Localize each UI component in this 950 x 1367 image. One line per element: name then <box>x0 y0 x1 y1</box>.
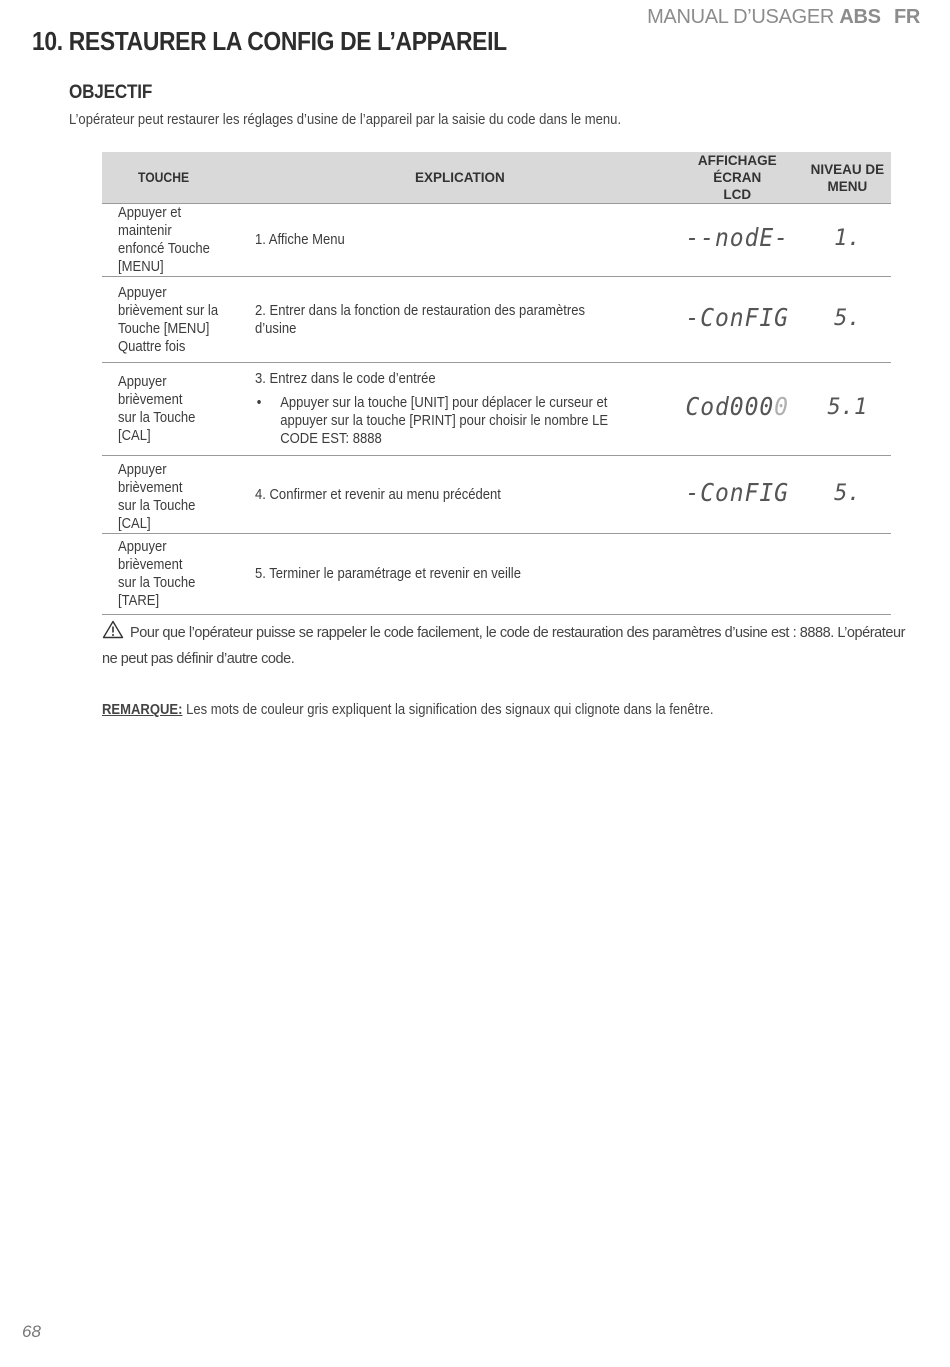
level-cell <box>804 277 891 363</box>
page-number: 68 <box>22 1322 41 1341</box>
lcd-display: -ConFIG <box>685 302 789 332</box>
explanation-cell: 1. Affiche Menu <box>235 204 671 277</box>
objective-heading: OBJECTIF <box>69 82 153 103</box>
procedure-table <box>102 152 891 615</box>
section-title: 10. RESTAURER LA CONFIG DE L’APPAREIL <box>32 26 507 56</box>
menu-level: 1. <box>834 226 861 251</box>
table-row <box>102 277 891 363</box>
key-cell: Appuyer et maintenir enfoncé Touche [MENU] <box>102 204 235 277</box>
key-cell: Appuyer brièvement sur la Touche [MENU] Quattre fois <box>102 277 235 363</box>
explanation-cell: 4. Confirmer et revenir au menu précédent <box>235 456 671 534</box>
lcd-cell <box>671 456 804 534</box>
lcd-cell <box>671 534 804 615</box>
header-key: TOUCHE <box>102 152 235 204</box>
bullet-list <box>255 394 624 448</box>
menu-level: 5.1 <box>827 395 868 420</box>
level-cell <box>804 363 891 456</box>
key-cell: Appuyer brièvement sur la Touche [CAL] <box>102 456 235 534</box>
language-label: FR <box>893 6 920 28</box>
lcd-display: Cod0000 <box>685 392 789 421</box>
explanation-cell: 5. Terminer le paramétrage et revenir en veille <box>235 534 671 615</box>
lcd-cell <box>671 204 804 277</box>
key-cell: Appuyer brièvement sur la Touche [CAL] <box>102 363 235 456</box>
level-cell <box>804 456 891 534</box>
table-row <box>102 456 891 534</box>
blinking-digit: 0 <box>774 392 789 421</box>
explanation-cell: 3. Entrez dans le code d’entrée • Appuyer sur la touche [UNIT] pour déplacer le curseur et appuyer sur la touche [PRINT] pour choisir le nombre LE CODE EST: 8888 <box>235 363 671 456</box>
explanation-cell: 2. Entrer dans la fonction de restauration des paramètres d’usine <box>235 277 671 363</box>
header-level: NIVEAU DE MENU <box>804 152 891 204</box>
remark-note <box>102 702 714 718</box>
page-header <box>647 6 920 29</box>
lcd-display: -ConFIG <box>685 477 789 507</box>
table-row <box>102 363 891 456</box>
remark-label: REMARQUE: <box>102 702 183 718</box>
table-header-row <box>102 152 891 204</box>
level-cell <box>804 204 891 277</box>
warning-text: Pour que l’opérateur puisse se rappeler le code facilement, le code de restauration des paramètres d’usine est : 8888. L’opérateur ne peut pas définir d’autre code. <box>102 625 905 667</box>
lcd-display: --nodE- <box>685 223 789 252</box>
warning-triangle-icon <box>102 620 124 647</box>
lcd-cell <box>671 277 804 363</box>
level-cell <box>804 534 891 615</box>
remark-text: Les mots de couleur gris expliquent la signification des signaux qui clignote dans la fenêtre. <box>182 702 714 718</box>
header-lcd: AFFICHAGE ÉCRAN LCD <box>671 152 804 204</box>
lcd-cell <box>671 363 804 456</box>
menu-level: 5. <box>834 305 861 331</box>
header-explanation: EXPLICATION <box>235 152 671 204</box>
key-cell: Appuyer brièvement sur la Touche [TARE] <box>102 534 235 615</box>
model-label: ABS <box>839 6 881 28</box>
list-item: • Appuyer sur la touche [UNIT] pour déplacer le curseur et appuyer sur la touche [PRINT] pour choisir le nombre LE CODE EST: 8888 <box>280 394 624 448</box>
menu-level: 5. <box>834 480 861 506</box>
table-row <box>102 204 891 277</box>
table-row <box>102 534 891 615</box>
warning-note <box>102 620 920 671</box>
objective-text: L’opérateur peut restaurer les réglages d’usine de l’appareil par la saisie du code dans le menu. <box>69 112 622 128</box>
manual-label: MANUAL D’USAGER <box>647 6 835 28</box>
